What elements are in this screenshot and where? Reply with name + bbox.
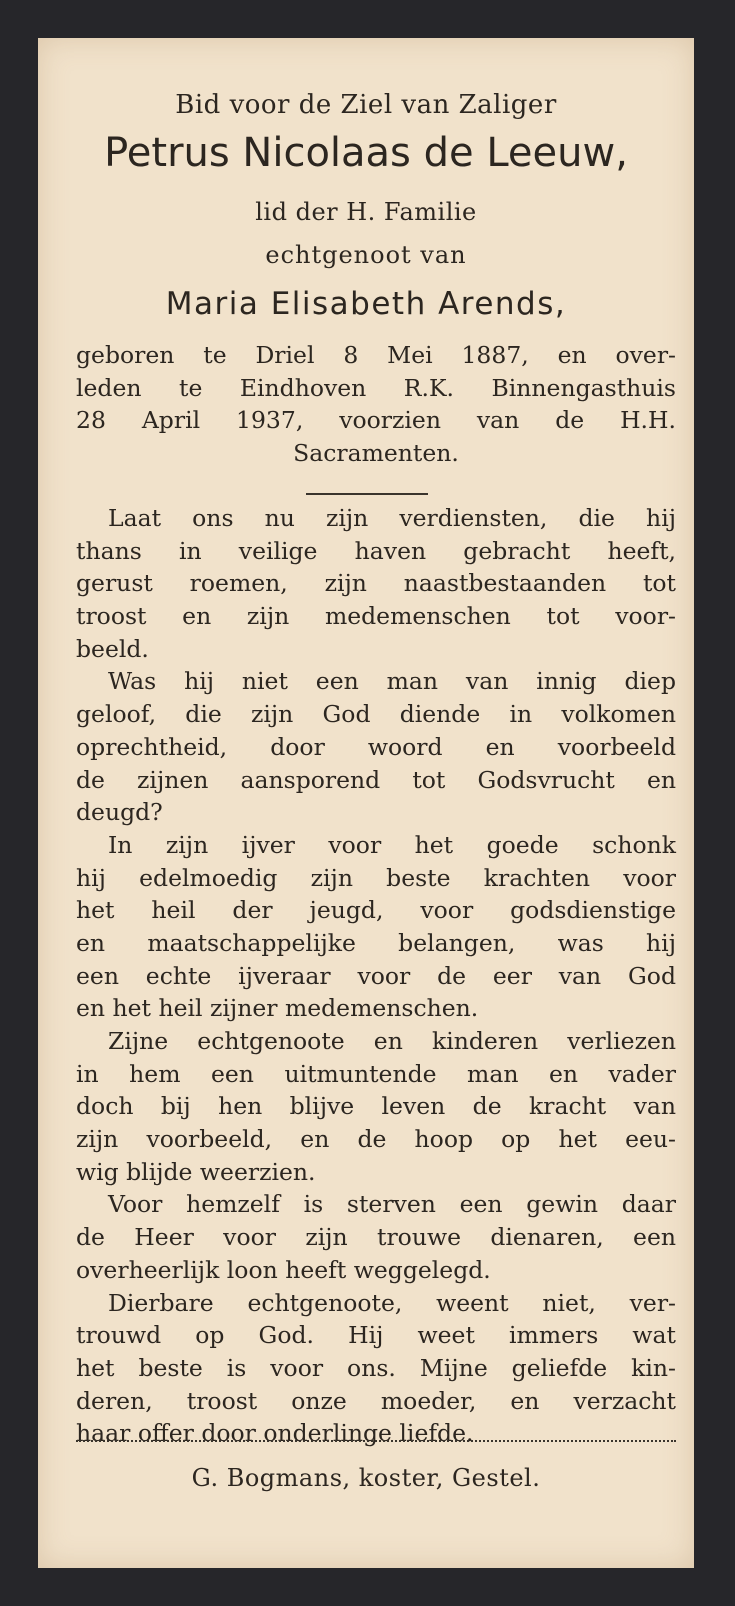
printer-credit: G. Bogmans, koster, Gestel. xyxy=(191,1464,541,1492)
text-line: Voor hemzelf is sterven een gewin daar xyxy=(108,1190,676,1219)
text-line: gerust roemen, zijn naastbestaanden tot xyxy=(76,569,676,598)
section-divider xyxy=(306,493,428,495)
bio-line: 28 April 1937, voorzien van de H.H. xyxy=(76,406,676,435)
deceased-name: Petrus Nicolaas de Leeuw, xyxy=(104,130,628,176)
text-line: thans in veilige haven gebracht heeft, xyxy=(76,536,676,565)
text-line: overheerlijk loon heeft weggelegd. xyxy=(76,1255,491,1284)
memorial-card xyxy=(38,38,694,1568)
text-line: en het heil zijner medemenschen. xyxy=(76,994,479,1023)
text-line: trouwd op God. Hij weet immers wat xyxy=(76,1321,676,1350)
text-line: Dierbare echtgenoote, weent niet, ver- xyxy=(108,1288,676,1317)
text-line: de zijnen aansporend tot Godsvrucht en xyxy=(76,765,676,794)
spouse-intro: echtgenoot van xyxy=(265,241,467,269)
eulogy-text xyxy=(76,502,676,1450)
text-line: doch bij hen blijve leven de kracht van xyxy=(76,1092,676,1121)
membership-line: lid der H. Familie xyxy=(255,198,477,226)
text-line: In zijn ijver voor het goede schonk xyxy=(108,830,676,859)
prayer-heading: Bid voor de Ziel van Zaliger xyxy=(175,90,557,120)
biography-paragraph xyxy=(76,339,676,470)
text-line: beeld. xyxy=(76,634,149,663)
text-line: zijn voorbeeld, en de hoop op het eeu- xyxy=(76,1125,676,1154)
text-line: geloof, die zijn God diende in volkomen xyxy=(76,700,676,729)
text-line: wig blijde weerzien. xyxy=(76,1157,316,1186)
text-line: deren, troost onze moeder, en verzacht xyxy=(76,1386,676,1415)
bio-line: Sacramenten. xyxy=(293,439,459,468)
text-line: en maatschappelijke belangen, was hij xyxy=(76,928,676,957)
text-line: troost en zijn medemenschen tot voor- xyxy=(76,602,676,631)
bio-line: leden te Eindhoven R.K. Binnengasthuis xyxy=(76,373,676,402)
text-line: de Heer voor zijn trouwe dienaren, een xyxy=(76,1223,676,1252)
text-line: een echte ijveraar voor de eer van God xyxy=(76,961,676,990)
text-line: Laat ons nu zijn verdiensten, die hij xyxy=(108,504,676,532)
text-line: oprechtheid, door woord en voorbeeld xyxy=(76,732,676,761)
text-line: het beste is voor ons. Mijne geliefde kin- xyxy=(76,1353,676,1382)
text-line: Zijne echtgenoote en kinderen verliezen xyxy=(108,1027,676,1055)
text-line: Was hij niet een man van innig diep xyxy=(108,667,676,696)
spouse-name: Maria Elisabeth Arends, xyxy=(165,286,567,322)
text-line: het heil der jeugd, voor godsdienstige xyxy=(76,896,676,925)
bio-line: geboren te Driel 8 Mei 1887, en over- xyxy=(76,341,676,369)
text-line: haar offer door onderlinge liefde. xyxy=(76,1419,474,1448)
footer-divider xyxy=(76,1440,676,1442)
text-line: deugd? xyxy=(76,798,163,827)
text-line: in hem een uitmuntende man en vader xyxy=(76,1059,676,1088)
text-line: hij edelmoedig zijn beste krachten voor xyxy=(76,863,676,892)
